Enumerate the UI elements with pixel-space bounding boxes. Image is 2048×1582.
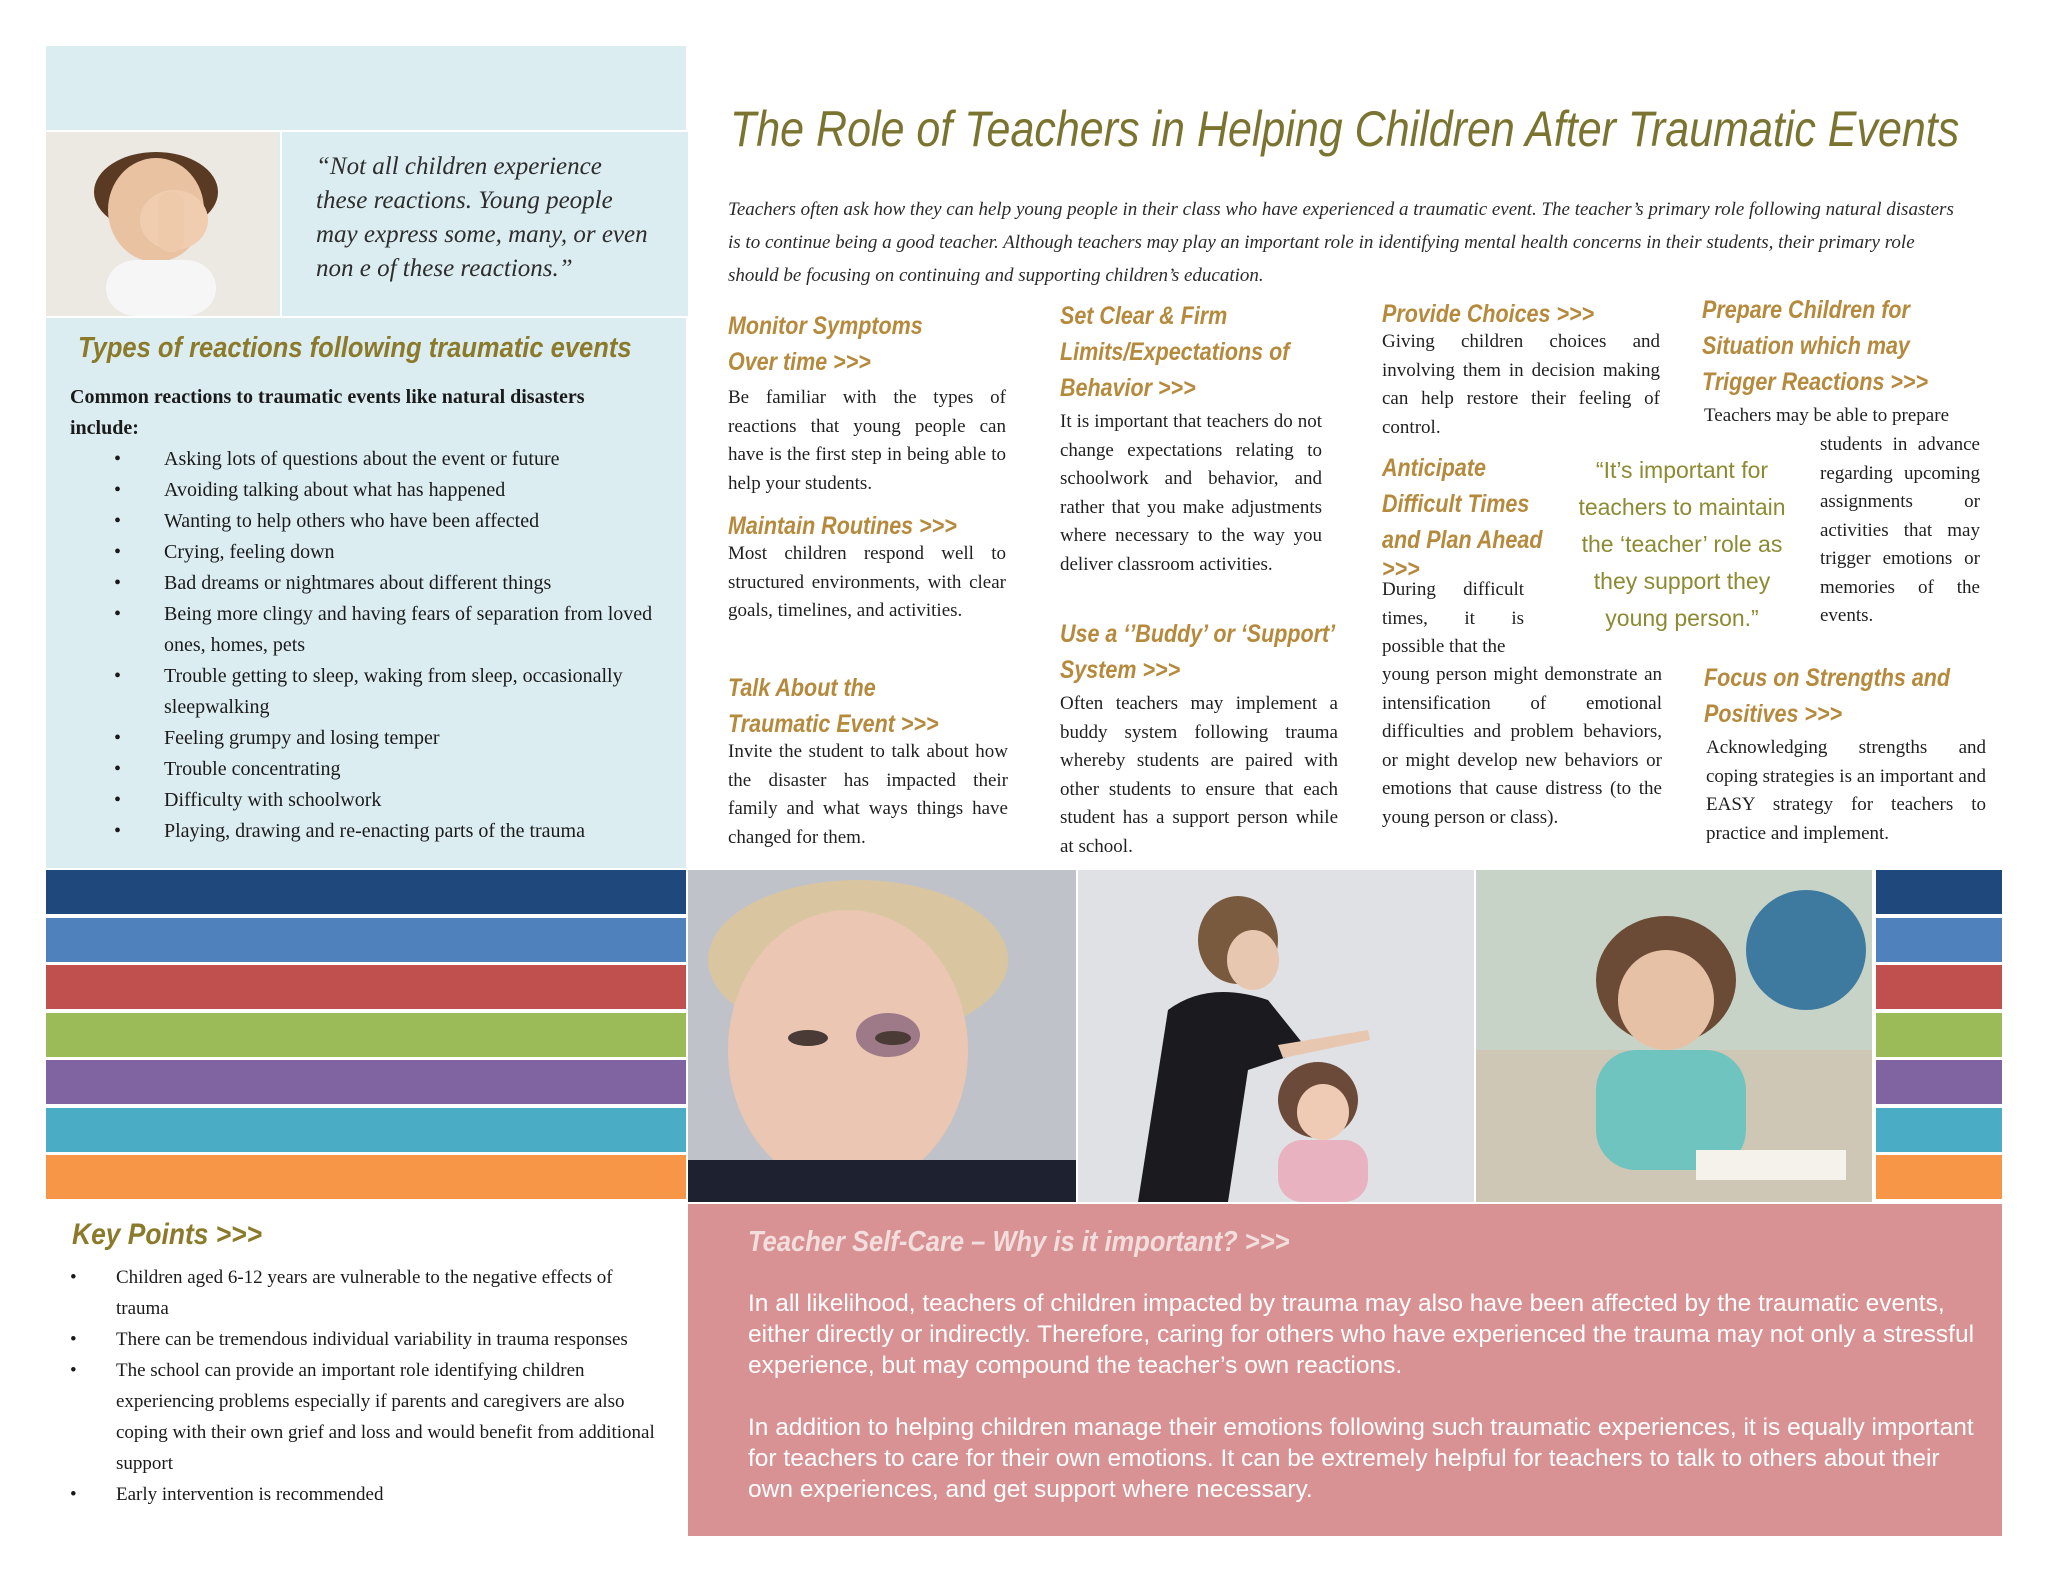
list-item: • Feeling grumpy and losing temper <box>70 723 680 754</box>
text-maintain-routines: Most children respond well to structured environments, with clear goals, timelines, and activities. <box>728 543 1006 621</box>
text-monitor-symptoms: Be familiar with the types of reactions that young people can have is the first step in being able to help your students. <box>728 387 1006 494</box>
list-item: • Children aged 6-12 years are vulnerable to the negative effects of trauma <box>60 1262 660 1324</box>
text-set-limits: It is important that teachers do not change expectations relating to schoolwork and behavior, and rather that you make adjustments where necessary to the way you deliver classroom activities. <box>1060 411 1322 575</box>
heading-provide-choices: Provide Choices >>> <box>1382 300 1595 328</box>
list-item: • Being more clingy and having fears of separation from loved ones, homes, pets <box>70 599 680 661</box>
self-care-heading: Teacher Self-Care – Why is it important? >>> <box>748 1226 1290 1258</box>
list-item: • Early intervention is recommended <box>60 1479 660 1510</box>
text-anticipate-part-2: young person might demonstrate an intensification of emotional difficulties and problem behaviors, or might develop new behaviors or emotions that cause distress (to the young person or class). <box>1382 664 1662 828</box>
color-stripe <box>1876 918 2002 962</box>
photo-teacher-scolding <box>1078 870 1474 1202</box>
text-focus-strengths: Acknowledging strengths and coping strategies is an important and EASY strategy for teachers to practice and implement. <box>1706 737 1986 844</box>
divider <box>46 316 686 318</box>
list-item: • Difficulty with schoolwork <box>70 785 680 816</box>
sidebar-top-band <box>46 46 686 132</box>
color-stripe <box>1876 965 2002 1009</box>
color-stripe <box>46 870 686 914</box>
self-care-paragraph-1: In all likelihood, teachers of children impacted by trauma may also have been affected by the traumatic events, either directly or indirectly. Therefore, caring for others who have experienced the trauma may not only a stressful experience, but may compound the teacher’s own reactions. <box>748 1290 1975 1379</box>
color-stripe <box>46 1060 686 1104</box>
list-item: • Wanting to help others who have been affected <box>70 506 680 537</box>
heading-prepare-children: Prepare Children for Situation which may Trigger Reactions >>> <box>1702 296 1929 396</box>
text-talk-about-event: Invite the student to talk about how the disaster has impacted their family and what ways things have changed for them. <box>728 741 1008 848</box>
page-title: The Role of Teachers in Helping Children After Traumatic Events <box>730 101 1960 157</box>
key-points-list <box>60 1262 660 1510</box>
color-stripe <box>1876 1060 2002 1104</box>
text-prepare-children-part-2: students in advance regarding upcoming assignments or activities that may trigger emotions or memories of the events. <box>1820 434 1980 626</box>
heading-maintain-routines: Maintain Routines >>> <box>728 512 957 540</box>
self-care-paragraph-2: In addition to helping children manage their emotions following such traumatic experiences, it is equally important for teachers to care for their own emotions. It can be extremely helpful for teachers to talk to others about their own experiences, and get support where necessary. <box>748 1414 1974 1503</box>
heading-anticipate: Anticipate Difficult Times and Plan Ahead >>> <box>1382 454 1543 583</box>
color-stripe <box>46 1013 686 1057</box>
text-provide-choices: Giving children choices and involving them in decision making can help restore their feeling of control. <box>1382 331 1660 438</box>
color-stripe <box>1876 1013 2002 1057</box>
heading-talk-about-event: Talk About the Traumatic Event >>> <box>728 674 939 738</box>
types-intro: Common reactions to traumatic events like natural disasters include: <box>70 386 585 439</box>
photo-bruised-boy <box>688 870 1076 1202</box>
heading-set-limits: Set Clear & Firm Limits/Expectations of Behavior >>> <box>1060 302 1290 402</box>
types-heading: Types of reactions following traumatic events <box>78 332 632 364</box>
color-stripe <box>46 918 686 962</box>
list-item: • Crying, feeling down <box>70 537 680 568</box>
heading-monitor-symptoms: Monitor Symptoms Over time >>> <box>728 312 923 376</box>
key-points-heading: Key Points >>> <box>72 1218 263 1251</box>
heading-focus-strengths: Focus on Strengths and Positives >>> <box>1704 664 1951 728</box>
color-stripe <box>1876 870 2002 914</box>
list-item: • There can be tremendous individual variability in trauma responses <box>60 1324 660 1355</box>
text-anticipate-part-1: During difficult times, it is possible that the <box>1382 579 1524 657</box>
sidebar-quote: “Not all children experience these reactions. Young people may express some, many, or even non e of these reactions.” <box>316 153 648 282</box>
list-item: • Avoiding talking about what has happened <box>70 475 680 506</box>
list-item: • Playing, drawing and re-enacting parts of the trauma <box>70 816 680 847</box>
list-item: • Bad dreams or nightmares about different things <box>70 568 680 599</box>
pull-quote: “It’s important for teachers to maintain the ‘teacher’ role as they support they young person.” <box>1578 457 1786 631</box>
intro-paragraph: Teachers often ask how they can help young people in their class who have experienced a traumatic event. The teacher’s primary role following natural disasters is to continue being a good teacher. Although teachers may play an important role in identifying mental health concerns in their students, their primary role should be focusing on continuing and supporting children’s education. <box>728 199 1954 286</box>
text-buddy-system: Often teachers may implement a buddy system following trauma whereby students are paired with other students to ensure that each student has a support person while at school. <box>1060 693 1338 857</box>
list-item: • Trouble concentrating <box>70 754 680 785</box>
photo-distressed-girl <box>1476 870 1872 1202</box>
color-stripe <box>1876 1155 2002 1199</box>
list-item: • Asking lots of questions about the event or future <box>70 444 680 475</box>
list-item: • The school can provide an important role identifying children experiencing problems especially if parents and caregivers are also coping with their own grief and loss and would benefit from additional support <box>60 1355 660 1479</box>
color-stripe <box>1876 1108 2002 1152</box>
heading-buddy-system: Use a ‘’Buddy’ or ‘Support’ System >>> <box>1060 620 1336 684</box>
text-prepare-children-part-1: Teachers may be able to prepare <box>1704 405 1950 426</box>
photo-child-covering-face <box>46 132 278 316</box>
list-item: • Trouble getting to sleep, waking from sleep, occasionally sleepwalking <box>70 661 680 723</box>
color-stripe <box>46 965 686 1009</box>
color-stripe <box>46 1155 686 1199</box>
reactions-list <box>70 444 680 847</box>
color-stripe <box>46 1108 686 1152</box>
